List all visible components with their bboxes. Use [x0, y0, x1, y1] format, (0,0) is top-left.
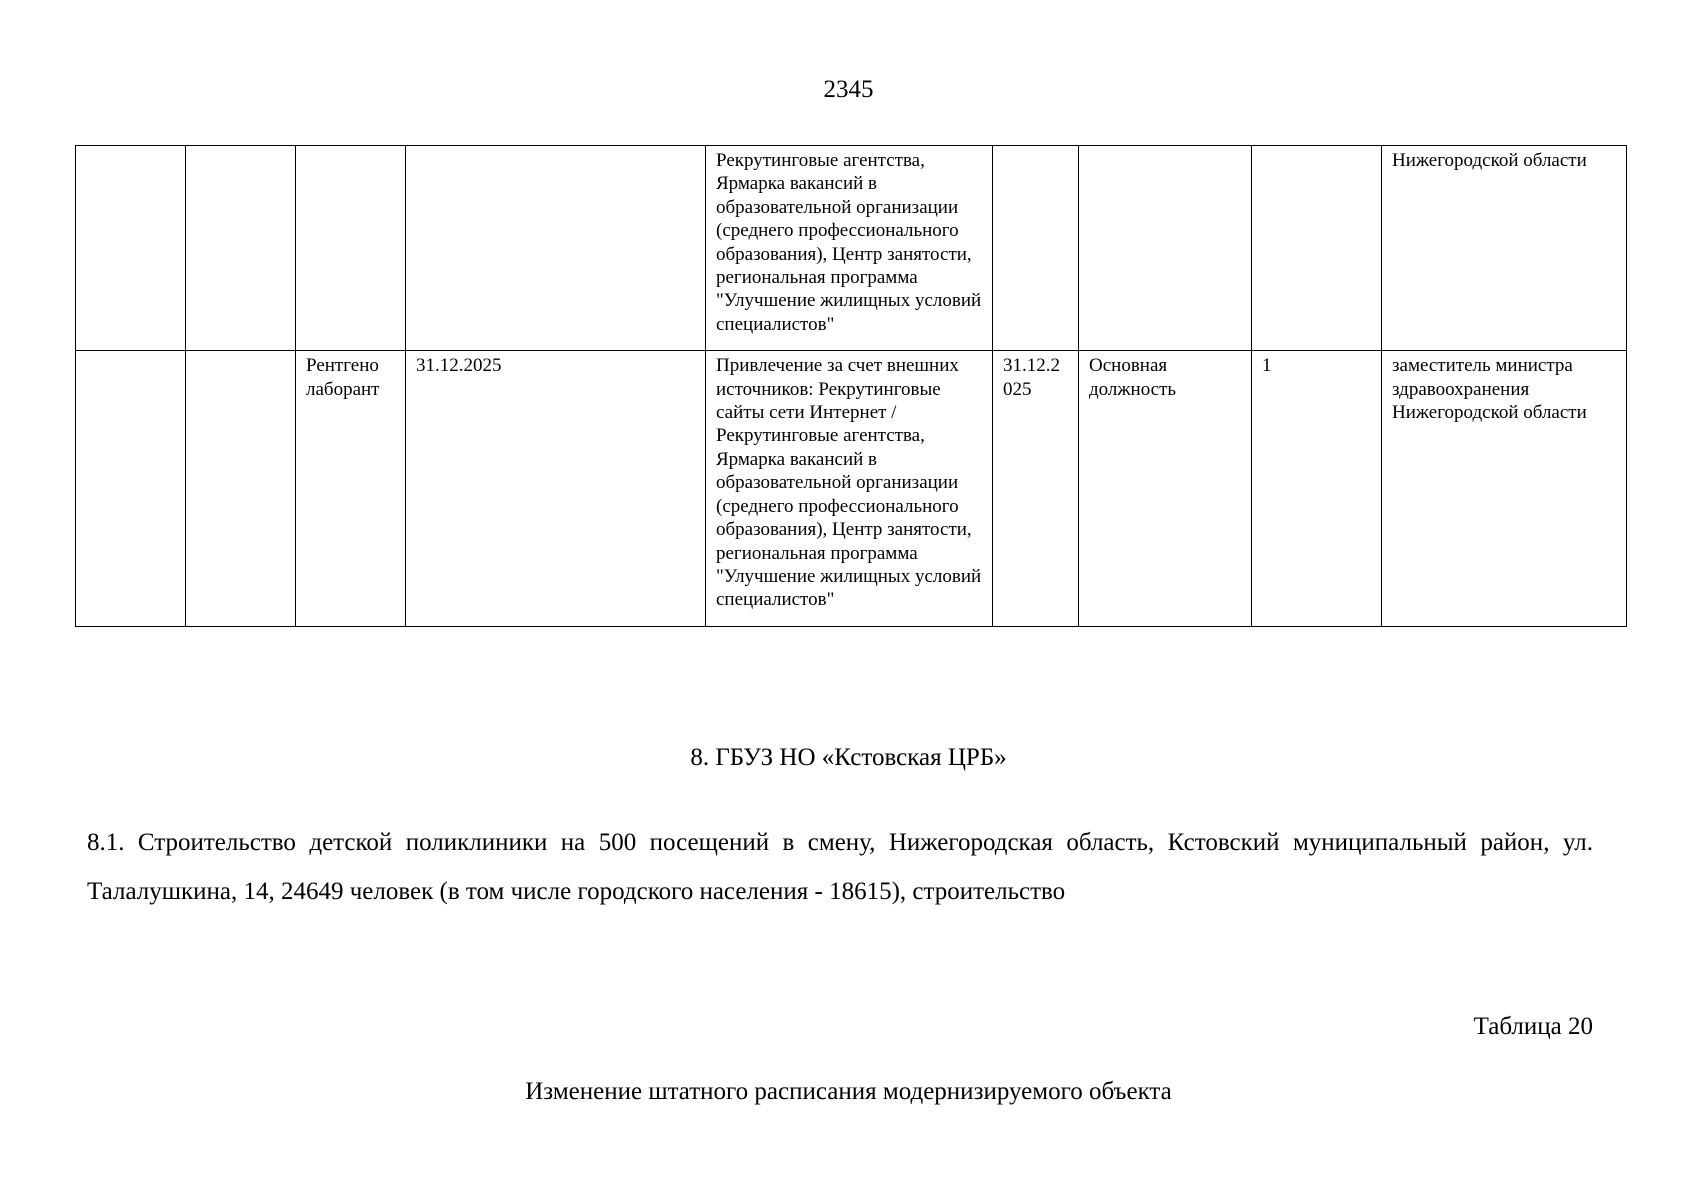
table-cell-responsible: заместитель министра здравоохранения Нижегородской области	[1382, 351, 1627, 626]
table-row	[76, 351, 1627, 626]
table-cell	[186, 351, 296, 626]
table-cell-position-type: Основная должность	[1079, 351, 1252, 626]
table-cell-sources: Привлечение за счет внешних источников: Рекрутинговые сайты сети Интернет / Рекрутинговые агентства, Ярмарка вакансий в образовательной организации (среднего профессионального образования), Центр занятости, региональная программа "Улучшение жилищных условий специалистов"	[706, 351, 993, 626]
table-cell-position: Рентгено лаборант	[296, 351, 406, 626]
table-cell-responsible: Нижегородской области	[1382, 146, 1627, 351]
table-number-label: Таблица 20	[1473, 1013, 1593, 1040]
table-cell-deadline: 31.12.2025	[993, 351, 1079, 626]
table-cell	[186, 146, 296, 351]
table-cell	[406, 146, 706, 351]
table-cell	[993, 146, 1079, 351]
table-row	[76, 146, 1627, 351]
section-title: 8. ГБУЗ НО «Кстовская ЦРБ»	[690, 744, 1007, 771]
page-number: 2345	[823, 76, 874, 103]
table-cell-count: 1	[1252, 351, 1382, 626]
table-cell-date: 31.12.2025	[406, 351, 706, 626]
table-cell	[76, 146, 186, 351]
staff-table	[75, 145, 1627, 627]
section-paragraph: 8.1. Строительство детской поликлиники на 500 посещений в смену, Нижегородская область, Кстовский муниципальный район, ул. Талалушкина, 14, 24649 человек (в том числе городского населения - 18615), строительство	[87, 829, 1593, 905]
table-cell	[76, 351, 186, 626]
table-cell-sources: Рекрутинговые агентства, Ярмарка вакансий в образовательной организации (среднего профессионального образования), Центр занятости, региональная программа "Улучшение жилищных условий специалистов"	[706, 146, 993, 351]
table-cell	[1252, 146, 1382, 351]
table-cell	[296, 146, 406, 351]
table-title: Изменение штатного расписания модернизируемого объекта	[525, 1078, 1172, 1105]
table-cell	[1079, 146, 1252, 351]
